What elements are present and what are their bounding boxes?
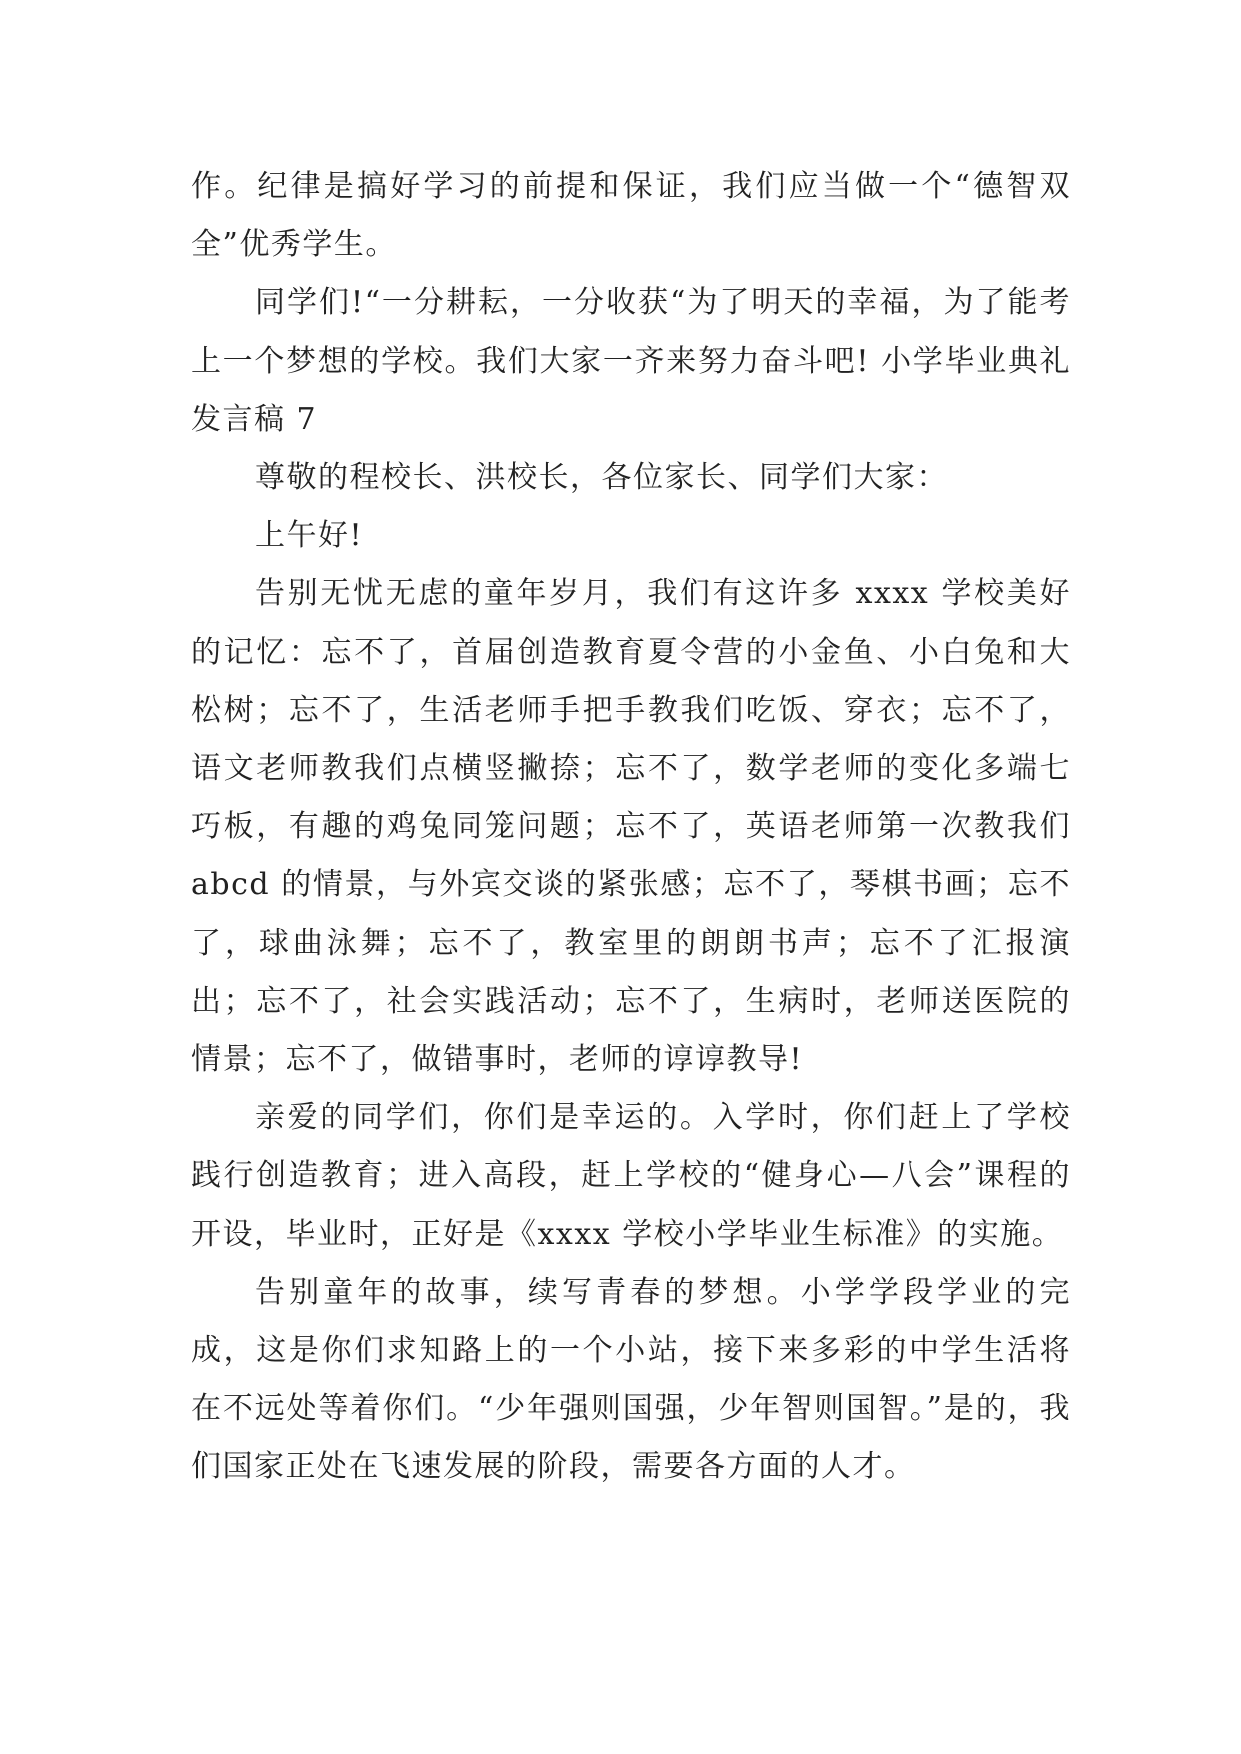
paragraph-5: 告别无忧无虑的童年岁月，我们有这许多 xxxx 学校美好的记忆：忘不了，首届创造教育夏令营的小金鱼、小白兔和大松树；忘不了，生活老师手把手教我们吃饭、穿衣；忘不了，语文老师教我们点横竖撇捺；忘不了，数学老师的变化多端七巧板，有趣的鸡兔同笼问题；忘不了，英语老师第一次教我们 abcd 的情景，与外宾交谈的紧张感；忘不了，琴棋书画；忘不了，球曲泳舞；忘不了，教室里的朗朗书声；忘不了汇报演出；忘不了，社会实践活动；忘不了，生病时，老师送医院的情景；忘不了，做错事时，老师的谆谆教导! [191,576,1071,1078]
paragraph-1: 作。纪律是搞好学习的前提和保证，我们应当做一个“德智双全”优秀学生。 [191,169,1071,263]
paragraph-7: 告别童年的故事，续写青春的梦想。小学学段学业的完成，这是你们求知路上的一个小站，接下来多彩的中学生活将在不远处等着你们。“少年强则国强，少年智则国智。”是的，我们国家正处在飞速发展的阶段，需要各方面的人才。 [191,1274,1071,1485]
paragraph-3: 尊敬的程校长、洪校长，各位家长、同学们大家： [255,460,948,496]
paragraph-6: 亲爱的同学们，你们是幸运的。入学时，你们赶上了学校践行创造教育；进入高段，赶上学校的“健身心—八会”课程的开设，毕业时，正好是《xxxx 学校小学毕业生标准》的实施。 [191,1100,1071,1252]
document-page [191,158,1071,1497]
paragraph-4: 上午好! [255,518,364,554]
paragraph-2: 同学们!“一分耕耘，一分收获“为了明天的幸福，为了能考上一个梦想的学校。我们大家一齐来努力奋斗吧! 小学毕业典礼发言稿 7 [191,285,1071,437]
